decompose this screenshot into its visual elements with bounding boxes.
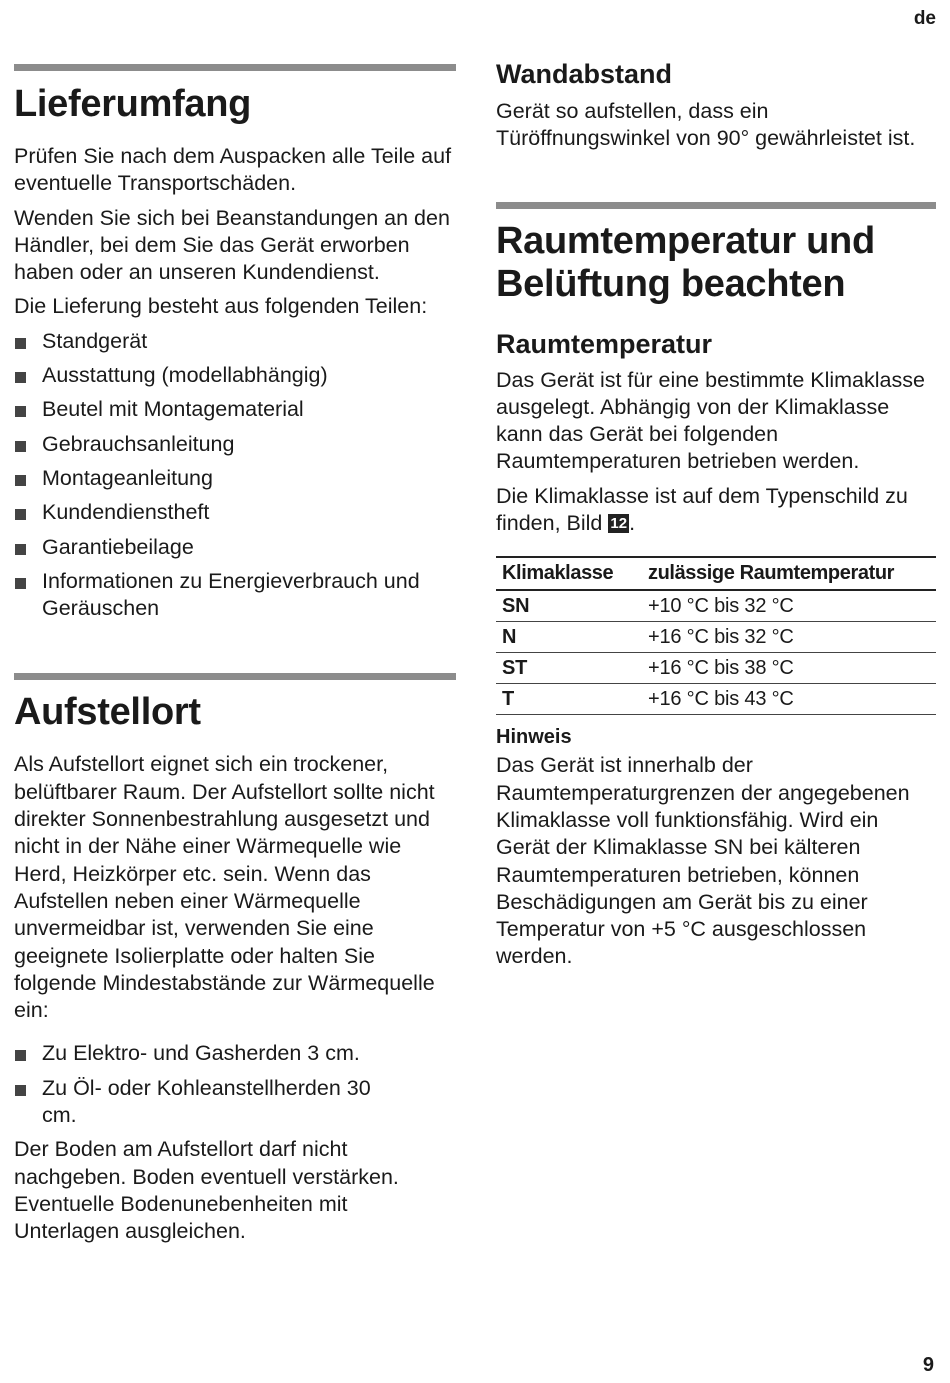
section-title-aufstellort: Aufstellort xyxy=(14,691,201,734)
table-row xyxy=(496,590,936,622)
table-header: Klimaklasse xyxy=(496,557,642,590)
list-item: Beutel mit Montagematerial xyxy=(14,396,456,423)
distance-list xyxy=(14,1040,456,1129)
table-row xyxy=(496,622,936,653)
table-cell: ST xyxy=(496,653,642,684)
section-rule xyxy=(14,64,456,71)
list-item: Informationen zu Energieverbrauch und Geräuschen xyxy=(14,568,456,623)
table-cell: +16 °C bis 38 °C xyxy=(642,653,936,684)
table-cell: N xyxy=(496,622,642,653)
table-row xyxy=(496,684,936,715)
table-cell: +16 °C bis 32 °C xyxy=(642,622,936,653)
list-item: Kundendienstheft xyxy=(14,499,456,526)
section-title-raumtemperatur: Raumtemperatur und Belüftung beachten xyxy=(496,219,875,305)
left-column xyxy=(14,0,456,1246)
paragraph-text: Die Klimaklasse ist auf dem Typenschild zu finden, Bild xyxy=(496,483,908,536)
section-rule xyxy=(14,673,456,680)
list-item: Zu Öl- oder Kohleanstellherden 30 cm. xyxy=(14,1075,456,1130)
table-header-row xyxy=(496,557,936,590)
paragraph-end: . xyxy=(629,511,636,536)
paragraph xyxy=(496,483,936,538)
paragraph: Als Aufstellort eignet sich ein trockener, belüftbarer Raum. Der Aufstellort sollte nicht direkter Sonnenbestrahlung ausgesetzt und nicht in der Nähe einer Wärmequelle wie Herd, Heizkörper etc. sein. Wenn das Aufstellen neben einer Wärmequelle unvermeidbar ist, verwenden Sie eine geeignete Isolierplatte oder halten Sie folgende Mindestabstände zur Wärmequelle ein: xyxy=(14,752,435,1023)
section-title-lieferumfang: Lieferumfang xyxy=(14,83,252,125)
delivery-items-list xyxy=(14,328,456,623)
note-text: Das Gerät ist innerhalb der Raumtemperaturgrenzen der angegebenen Klimaklasse voll funktionsfähig. Wird ein Gerät der Klimaklasse SN bei kälteren Raumtemperaturen betrieben, können Beschädigungen am Gerät bis zu einer Temperatur von +5 °C ausgeschlossen werden. xyxy=(496,753,910,969)
paragraph: Wenden Sie sich bei Beanstandungen an den Händler, bei dem Sie das Gerät erworben haben oder an unseren Kundendienst. xyxy=(14,205,450,285)
paragraph: Das Gerät ist für eine bestimmte Klimaklasse ausgelegt. Abhängig von der Klimaklasse kann das Gerät bei folgenden Raumtemperaturen betrieben werden. xyxy=(496,367,925,474)
table-cell: T xyxy=(496,684,642,715)
subsection-title-wandabstand: Wandabstand xyxy=(496,59,673,89)
climate-class-table xyxy=(496,556,936,715)
section-rule xyxy=(496,202,936,209)
table-cell: +16 °C bis 43 °C xyxy=(642,684,936,715)
paragraph: Die Lieferung besteht aus folgenden Teilen: xyxy=(14,294,428,319)
list-item: Gebrauchsanleitung xyxy=(14,431,456,458)
list-item: Montageanleitung xyxy=(14,465,456,492)
right-column xyxy=(496,0,936,971)
paragraph: Der Boden am Aufstellort darf nicht nachgeben. Boden eventuell verstärken. Eventuelle Bodenunebenheiten mit Unterlagen ausgleichen. xyxy=(14,1137,399,1244)
list-item: Garantiebeilage xyxy=(14,534,456,561)
list-item: Standgerät xyxy=(14,328,456,355)
paragraph: Prüfen Sie nach dem Auspacken alle Teile auf eventuelle Transportschäden. xyxy=(14,144,452,196)
subsection-title-raumtemperatur: Raumtemperatur xyxy=(496,328,713,359)
table-row xyxy=(496,653,936,684)
page-number: 9 xyxy=(922,1354,934,1376)
figure-reference-badge: 12 xyxy=(610,515,628,533)
list-item: Ausstattung (modellabhängig) xyxy=(14,362,456,389)
language-code: de xyxy=(913,8,936,29)
table-cell: SN xyxy=(496,590,642,622)
table-cell: +10 °C bis 32 °C xyxy=(642,590,936,622)
note-title: Hinweis xyxy=(496,726,572,749)
list-item: Zu Elektro- und Gasherden 3 cm. xyxy=(14,1040,456,1067)
table-header: zulässige Raumtemperatur xyxy=(642,557,936,590)
paragraph: Gerät so aufstellen, dass ein Türöffnungswinkel von 90° gewährleistet ist. xyxy=(496,99,916,151)
